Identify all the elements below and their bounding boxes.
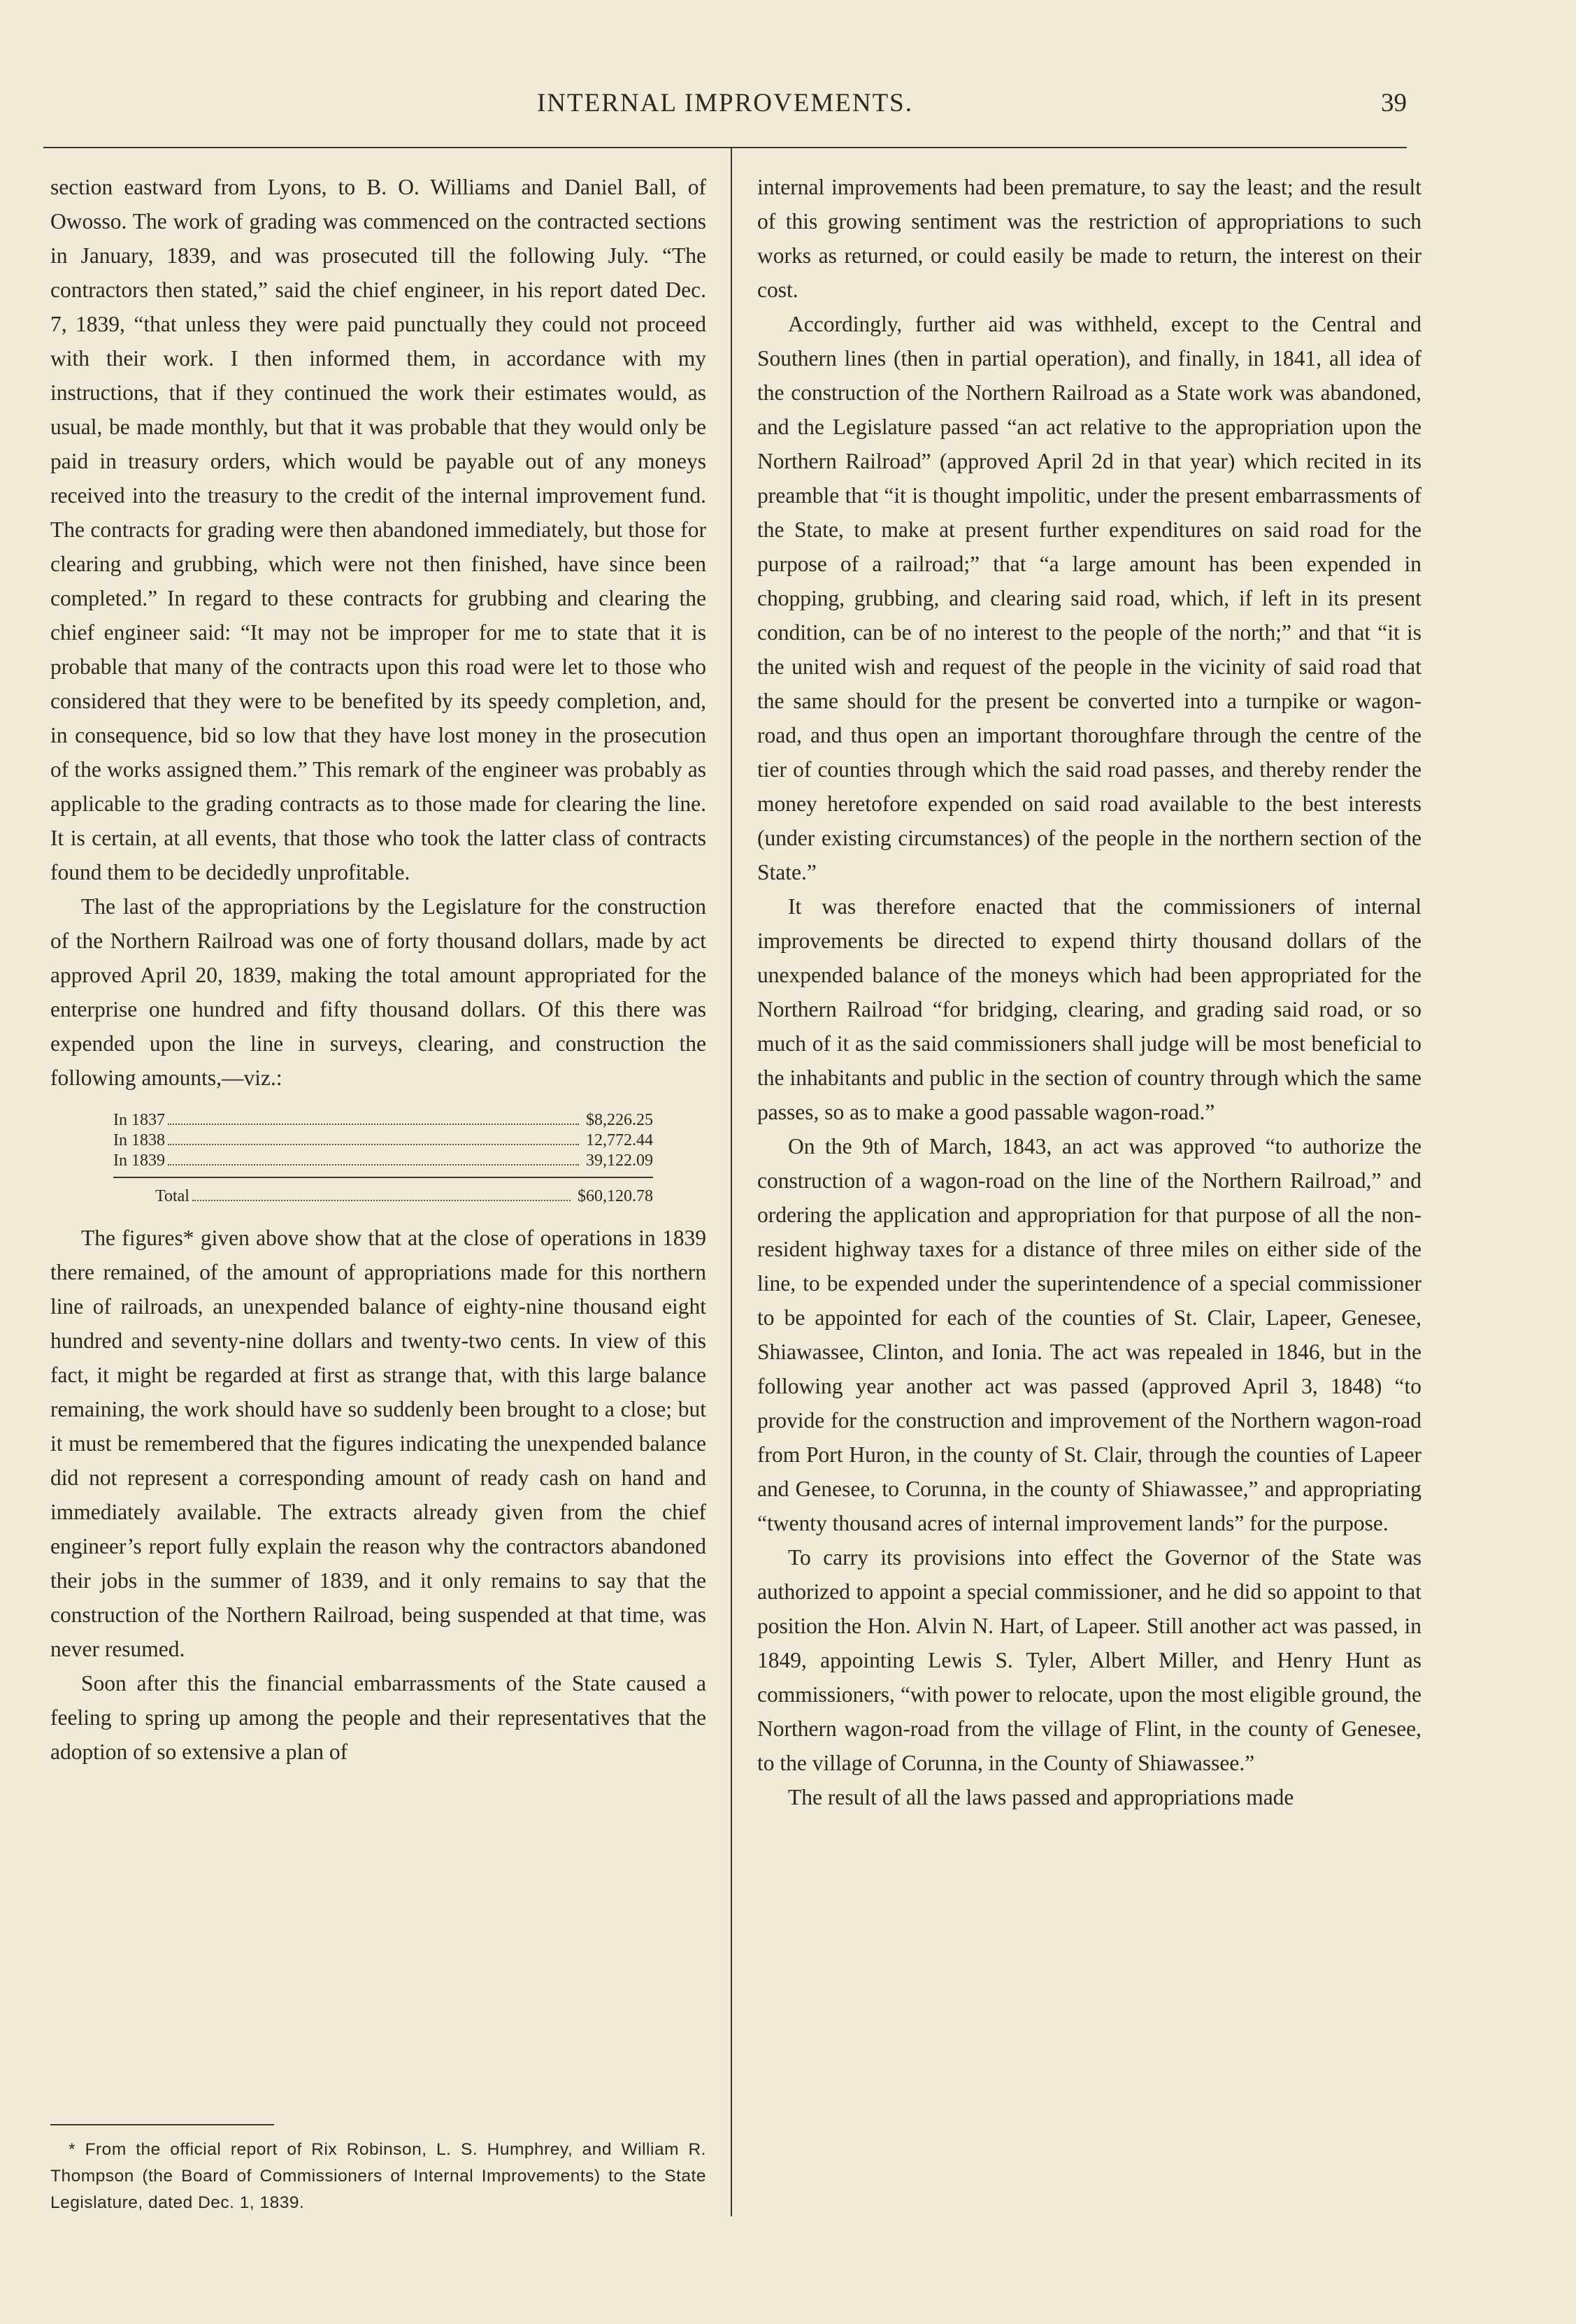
running-title: INTERNAL IMPROVEMENTS. bbox=[536, 89, 913, 117]
column-divider bbox=[731, 148, 732, 2216]
paragraph: It was therefore enacted that the commissioners of internal improvements be directed to expend thirty thousand dollars of the unexpended balance of the moneys which had been appropriated for the Northern Railroad “for bridging, clearing, and grading said road, or so much of it as the said commissioners shall judge will be most beneficial to the inhabitants and public in the section of country through which the same passes, so as to make a good passable wagon-road.” bbox=[757, 894, 1421, 1124]
footnote bbox=[50, 2137, 706, 2216]
total-label: Total bbox=[155, 1187, 189, 1205]
paragraph: Soon after this the financial embarrassments of the State caused a feeling to spring up among the people and their representatives that the adoption of so extensive a plan of bbox=[50, 1671, 706, 1764]
paragraph: On the 9th of March, 1843, an act was approved “to authorize the construction of a wagon-road on the line of the Northern Railroad,” and ordering the application and appropriation for that purpose of all the non-resident highway taxes for a distance of three miles on either side of the line, to be expended under the superintendence of a special commissioner to be appointed for each of the counties of St. Clair, Lapeer, Genesee, Shiawassee, Clinton, and Ionia. The act was repealed in 1846, but in the following year another act was passed (approved April 3, 1848) “to provide for the construction and improvement of the Northern wagon-road from Port Huron, in the county of St. Clair, through the counties of Lapeer and Genesee, to Corunna, in the county of Shiawassee,” and appropriating “twenty thousand acres of internal improvement lands” for the purpose. bbox=[757, 1134, 1421, 1535]
expenditure-value: 12,772.44 bbox=[586, 1131, 653, 1149]
expenditure-row bbox=[113, 1151, 653, 1171]
paragraph: internal improvements had been premature, to say the least; and the result of this growing sentiment was the restriction of appropriations to such works as returned, or could easily be made to return, the interest on their cost. bbox=[757, 175, 1421, 302]
total-value: $60,120.78 bbox=[578, 1187, 653, 1205]
paragraph: The last of the appropriations by the Legislature for the construction of the Northern Railroad was one of forty thousand dollars, made by act approved April 20, 1839, making the total amount appropriated for the enterprise one hundred and fifty thousand dollars. Of this there was expended upon the line in surveys, clearing, and construction the following amounts,—viz.: bbox=[50, 894, 706, 1090]
expenditure-year: In 1838 bbox=[113, 1131, 165, 1149]
expenditure-value: $8,226.25 bbox=[586, 1111, 653, 1129]
leader-dots bbox=[168, 1144, 579, 1145]
paragraph: To carry its provisions into effect the Governor of the State was authorized to appoint a special commissioner, and he did so appoint to that position the Hon. Alvin N. Hart, of Lapeer. Still another act was passed, in 1849, appointing Lewis S. Tyler, Albert Miller, and Henry Hunt as commissioners, “with power to relocate, upon the most eligible ground, the Northern wagon-road from the village of Flint, in the county of Genesee, to the village of Corunna, in the County of Shiawassee.” bbox=[757, 1545, 1421, 1775]
paragraph: The figures* given above show that at the close of operations in 1839 there remained, of the amount of appropriations made for this northern line of railroads, an unexpended balance of eighty-nine thousand eight hundred and seventy-nine dollars and twenty-two cents. In view of this fact, it might be regarded at first as strange that, with this large balance remaining, the work should have so suddenly been brought to a close; but it must be remembered that the figures indicating the unexpended balance did not represent a corresponding amount of ready cash on hand and immediately available. The extracts already given from the chief engineer’s report fully explain the reason why the contractors abandoned their jobs in the summer of 1839, and it only remains to say that the construction of the Northern Railroad, being suspended at that time, was never resumed. bbox=[50, 1226, 706, 1661]
leader-dots bbox=[192, 1200, 571, 1201]
expenditure-row bbox=[113, 1110, 653, 1131]
paragraph: Accordingly, further aid was withheld, except to the Central and Southern lines (then in partial operation), and finally, in 1841, all idea of the construction of the Northern Railroad as a State work was abandoned, and the Legislature passed “an act relative to the appropriation upon the Northern Railroad” (approved April 2d in that year) which recited in its preamble that “it is thought impolitic, under the present embarrassments of the State, to make at present further expenditures on said road for the purpose of a railroad;” that “a large amount has been expended in chopping, grubbing, and clearing said road, which, if left in its present condition, can be of no interest to the people of the north;” and that “it is the united wish and request of the people in the vicinity of said road that the same should for the present be converted into a turnpike or wagon-road, and thus open an important thoroughfare through the centre of the tier of counties through which the said road passes, and thereby render the money heretofore expended on said road available to the best interests (under existing circumstances) of the people in the northern section of the State.” bbox=[757, 312, 1421, 884]
page-header bbox=[43, 88, 1407, 130]
expenditure-total-row bbox=[113, 1177, 653, 1207]
left-column bbox=[50, 170, 706, 1769]
leader-dots bbox=[168, 1124, 579, 1125]
right-column bbox=[757, 170, 1421, 1814]
header-rule bbox=[43, 147, 1407, 148]
footnote-mark: * bbox=[69, 2140, 76, 2159]
page-number: 39 bbox=[1381, 89, 1407, 117]
expenditure-year: In 1837 bbox=[113, 1111, 165, 1129]
expenditure-table bbox=[113, 1110, 653, 1207]
expenditure-value: 39,122.09 bbox=[586, 1152, 653, 1170]
footnote-rule bbox=[50, 2124, 274, 2125]
paragraph: section eastward from Lyons, to B. O. Williams and Daniel Ball, of Owosso. The work of grading was commenced on the contracted sections in January, 1839, and was prosecuted till the following July. “The contractors then stated,” said the chief engineer, in his report dated Dec. 7, 1839, “that unless they were paid punctually they could not proceed with their work. I then informed them, in accordance with my instructions, that if they continued the work their estimates would, as usual, be made monthly, but that it was probable that they would only be paid in treasury orders, which would be payable out of any moneys received into the treasury to the credit of the internal improvement fund. The contracts for grading were then abandoned immediately, but those for clearing and grubbing, which were not then finished, have since been completed.” In regard to these contracts for grubbing and clearing the chief engineer said: “It may not be improper for me to state that it is probable that many of the contracts upon this road were let to those who considered that they were to be benefited by its speedy completion, and, in consequence, bid so low that they have lost money in the prosecution of the works assigned them.” This remark of the engineer was probably as applicable to the grading contracts as to those made for clearing the line. It is certain, at all events, that those who took the latter class of contracts found them to be decidedly unprofitable. bbox=[50, 175, 706, 884]
expenditure-row bbox=[113, 1131, 653, 1151]
leader-dots bbox=[168, 1164, 579, 1165]
paragraph: The result of all the laws passed and appropriations made bbox=[788, 1785, 1294, 1809]
footnote-text: From the official report of Rix Robinson, L. S. Humphrey, and William R. Thompson (the Board of Commissioners of Internal Improvements) to the State Legislature, dated Dec. 1, 1839. bbox=[50, 2140, 706, 2212]
expenditure-year: In 1839 bbox=[113, 1152, 165, 1170]
